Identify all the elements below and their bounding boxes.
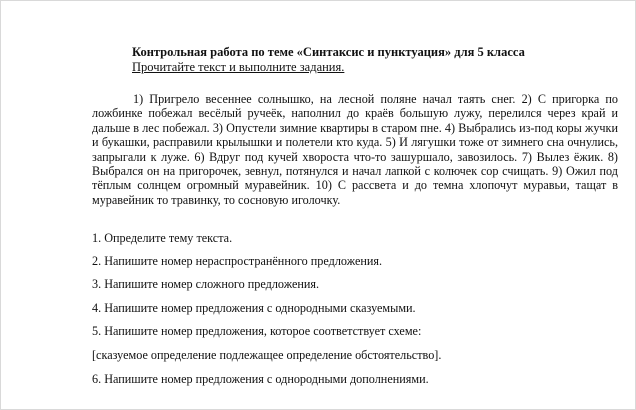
task-1: 1. Определите тему текста. — [92, 231, 233, 245]
document-header — [132, 45, 592, 75]
task-5-scheme: [сказуемое определение подлежащее определение обстоятельство]. — [92, 348, 442, 362]
instruction-text: Прочитайте текст и выполните задания. — [132, 60, 345, 74]
reading-passage: 1) Пригрело весеннее солнышко, на лесной поляне начал таять снег. 2) С пригорка по ложбинке побежал весёлый ручеёк, наполнил до краёв большую лужу, перелился через край и дальше в лес побежал. 3) Опустели зимние квартиры в старом пне. 4) Выбрались из-под коры жучки и букашки, расправили крылышки и полетели кто куда. 5) И лягушки тоже от зимнего сна очнулись, запрыгали к луже. 6) Вдруг под кучей хвороста что-то зашуршало, завозилось. 7) Вылез ёжик. 8) Выбрался он на пригорочек, зевнул, потянулся и начал лапкой с колючек сор счищать. 9) Ожил под тёплым солнцем огромный муравейник. 10) С рассвета и до темна хлопочут муравьи, тащат в муравейник то травинку, то сосновую иголочку. — [92, 92, 618, 207]
task-2: 2. Напишите номер нераспространённого предложения. — [92, 254, 383, 268]
task-4: 4. Напишите номер предложения с однородными сказуемыми. — [92, 301, 416, 315]
task-6: 6. Напишите номер предложения с однородными дополнениями. — [92, 372, 429, 386]
task-5: 5. Напишите номер предложения, которое соответствует схеме: — [92, 324, 422, 338]
task-3: 3. Напишите номер сложного предложения. — [92, 277, 320, 291]
document-title: Контрольная работа по теме «Синтаксис и пунктуация» для 5 класса — [132, 45, 525, 59]
